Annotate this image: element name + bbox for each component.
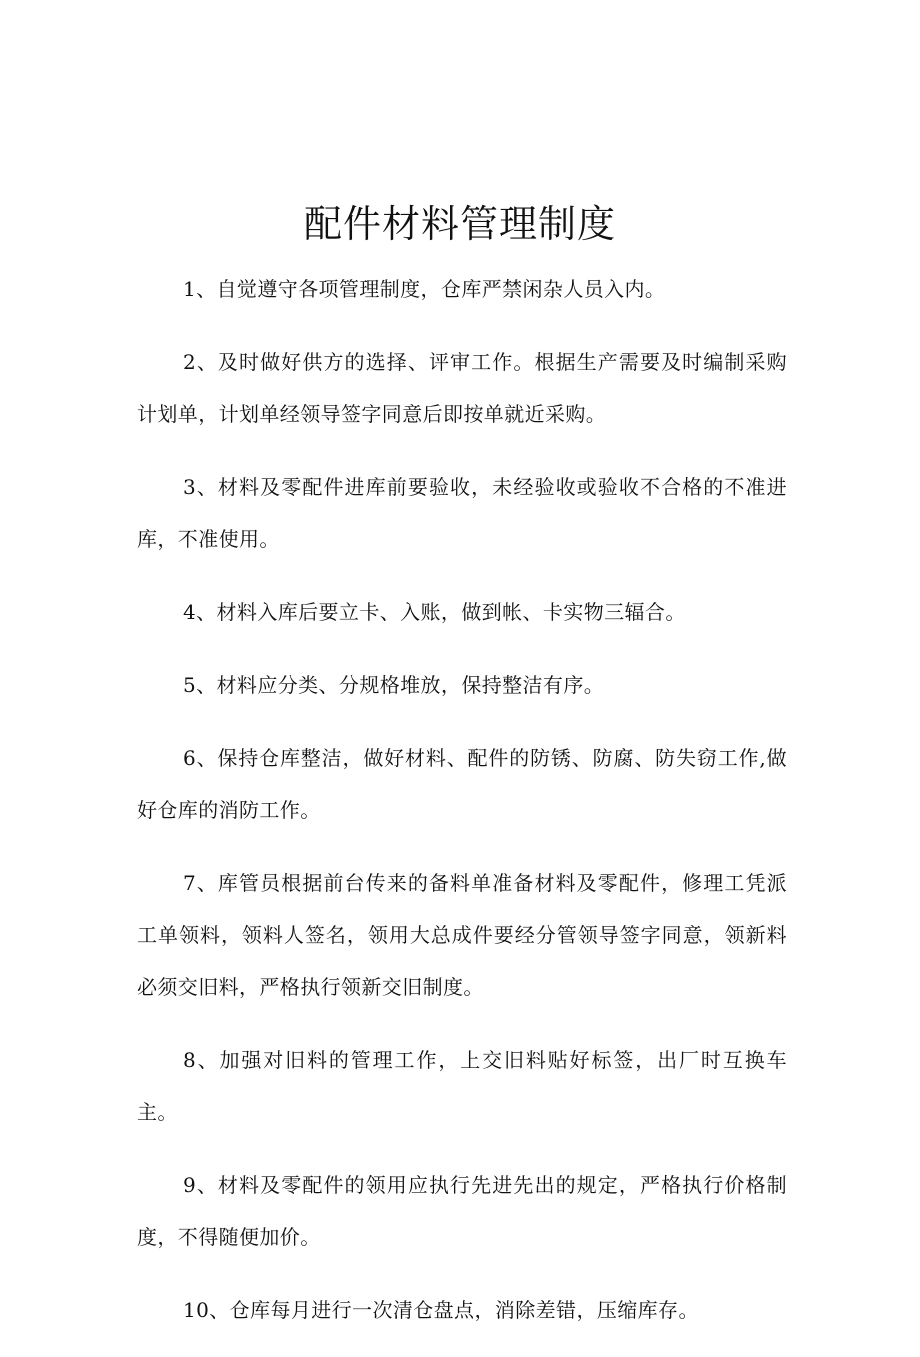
rule-paragraph-3: 3、材料及零配件进库前要验收，未经验收或验收不合格的不准进库，不准使用。 [137,475,787,551]
rule-paragraph-8: 8、加强对旧料的管理工作，上交旧料贴好标签，出厂时互换车主。 [137,1048,787,1124]
rule-paragraph-2: 2、及时做好供方的选择、评审工作。根据生产需要及时编制采购计划单，计划单经领导签字同意后即按单就近采购。 [137,350,787,426]
document-body [137,263,787,1357]
document-title: 配件材料管理制度 [303,202,616,246]
rule-paragraph-9: 9、材料及零配件的领用应执行先进先出的规定，严格执行价格制度，不得随便加价。 [137,1173,787,1249]
rule-paragraph-10: 10、仓库每月进行一次清仓盘点，消除差错，压缩库存。 [183,1298,699,1322]
rule-paragraph-5: 5、材料应分类、分规格堆放，保持整洁有序。 [183,673,605,697]
rule-paragraph-7: 7、库管员根据前台传来的备料单准备材料及零配件，修理工凭派工单领料，领料人签名，领用大总成件要经分管领导签字同意，领新料必须交旧料，严格执行领新交旧制度。 [137,871,787,999]
rule-paragraph-4: 4、材料入库后要立卡、入账，做到帐、卡实物三辐合。 [183,600,686,624]
rule-paragraph-6: 6、保持仓库整洁，做好材料、配件的防锈、防腐、防失窃工作,做好仓库的消防工作。 [137,746,787,822]
rule-paragraph-1: 1、自觉遵守各项管理制度，仓库严禁闲杂人员入内。 [183,277,666,301]
